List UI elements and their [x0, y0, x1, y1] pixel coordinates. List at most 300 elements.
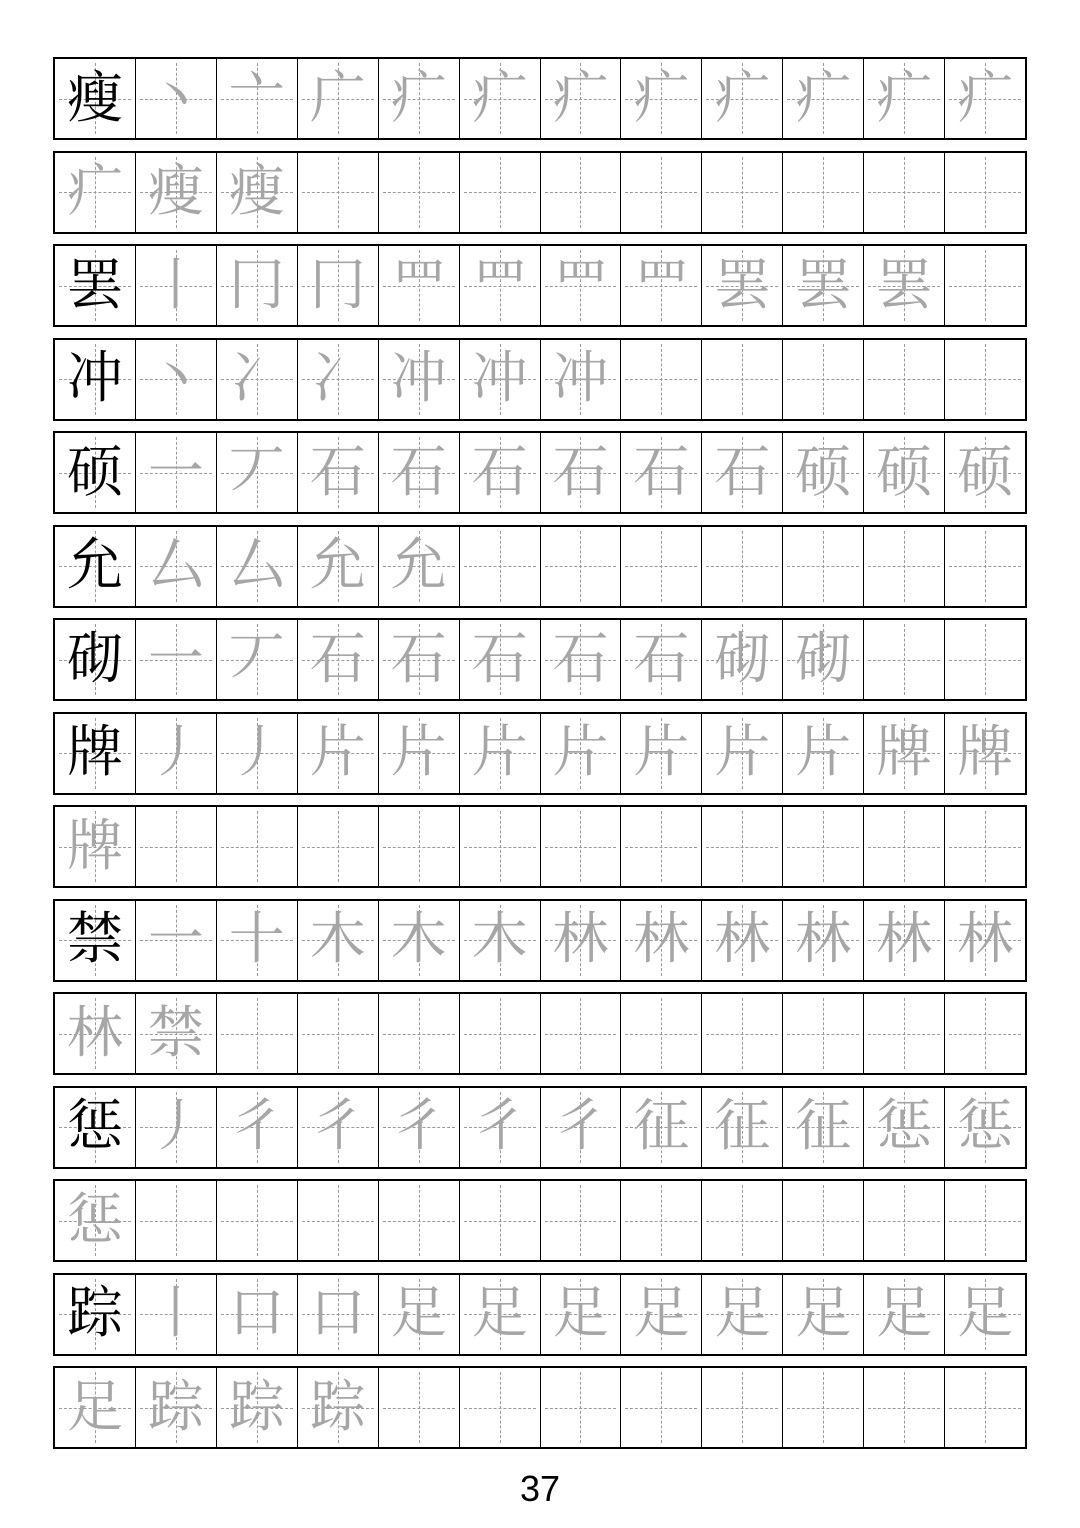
stroke-order-character: 足 — [957, 1281, 1014, 1346]
stroke-order-character: 足 — [552, 1281, 609, 1346]
tracing-cell — [782, 901, 863, 980]
tracing-cell — [540, 340, 621, 419]
stroke-order-character: 厶 — [147, 533, 204, 598]
tracing-cell — [135, 527, 216, 606]
stroke-order-character: 踪 — [309, 1374, 366, 1440]
tracing-cell — [216, 714, 297, 793]
tracing-cell — [782, 1088, 863, 1167]
tracing-cell — [297, 901, 378, 980]
stroke-order-character: 丨 — [147, 1281, 204, 1346]
stroke-order-character: 足 — [795, 1281, 852, 1346]
tracing-cell — [459, 1181, 540, 1260]
stroke-order-character: 疒 — [876, 65, 933, 131]
tracing-cell — [782, 340, 863, 419]
stroke-order-character: 片 — [471, 720, 528, 785]
tracing-cell — [620, 620, 701, 699]
tracing-cell — [135, 433, 216, 512]
tracing-cell — [782, 620, 863, 699]
stroke-order-character: 冂 — [309, 252, 366, 318]
head-character-cell — [55, 433, 135, 512]
stroke-order-character: 彳 — [228, 1094, 285, 1159]
page-number: 37 — [519, 1468, 561, 1509]
stroke-order-character: 厶 — [228, 533, 285, 598]
tracing-cell — [944, 59, 1025, 138]
stroke-order-character: 石 — [390, 626, 447, 692]
practice-row — [53, 431, 1027, 514]
tracing-cell — [378, 433, 459, 512]
tracing-cell — [863, 59, 944, 138]
tracing-cell — [135, 340, 216, 419]
tracing-cell — [297, 807, 378, 886]
stroke-order-character: 彳 — [390, 1094, 447, 1159]
stroke-order-character: 丿 — [147, 1094, 204, 1159]
tracing-cell — [135, 1181, 216, 1260]
tracing-cell — [297, 59, 378, 138]
model-character: 瘦 — [66, 65, 123, 131]
stroke-order-character: 冲 — [552, 346, 609, 411]
stroke-order-character: 疒 — [633, 65, 690, 131]
tracing-cell — [540, 1088, 621, 1167]
tracing-cell — [216, 901, 297, 980]
tracing-cell — [459, 620, 540, 699]
tracing-cell — [378, 714, 459, 793]
tracing-cell — [863, 1181, 944, 1260]
stroke-order-character: 石 — [471, 439, 528, 505]
practice-row — [53, 805, 1027, 888]
tracing-cell — [459, 153, 540, 232]
tracing-cell — [216, 1275, 297, 1354]
tracing-cell — [620, 433, 701, 512]
stroke-order-character: 罢 — [876, 252, 933, 318]
tracing-cell — [701, 246, 782, 325]
tracing-cell — [216, 1181, 297, 1260]
tracing-cell — [216, 1368, 297, 1447]
tracing-cell — [135, 59, 216, 138]
stroke-order-character: 彳 — [309, 1094, 366, 1159]
practice-row — [53, 992, 1027, 1075]
tracing-cell — [944, 1368, 1025, 1447]
tracing-cell — [297, 1275, 378, 1354]
stroke-order-character: 冂 — [228, 252, 285, 318]
practice-row — [53, 1366, 1027, 1449]
stroke-order-character: 疒 — [714, 65, 771, 131]
practice-row — [53, 899, 1027, 982]
stroke-order-character: 罒 — [390, 252, 447, 318]
tracing-cell — [782, 714, 863, 793]
stroke-order-character: 踪 — [147, 1374, 204, 1440]
tracing-cell — [540, 620, 621, 699]
stroke-order-character: 一 — [147, 439, 204, 505]
stroke-order-character: 牌 — [957, 720, 1014, 785]
tracing-cell — [701, 59, 782, 138]
stroke-order-character: 木 — [309, 907, 366, 972]
stroke-order-character: 足 — [633, 1281, 690, 1346]
stroke-order-character: 石 — [633, 439, 690, 505]
tracing-cell — [540, 1368, 621, 1447]
stroke-order-character: 石 — [633, 626, 690, 692]
tracing-cell — [216, 620, 297, 699]
stroke-order-character: 罒 — [633, 252, 690, 318]
tracing-cell — [216, 1088, 297, 1167]
stroke-order-character: 冫 — [309, 346, 366, 411]
tracing-cell — [944, 153, 1025, 232]
head-character-cell — [55, 1181, 135, 1260]
tracing-cell — [701, 433, 782, 512]
tracing-cell — [782, 153, 863, 232]
tracing-cell — [944, 1181, 1025, 1260]
stroke-order-character: 牌 — [876, 720, 933, 785]
tracing-cell — [459, 807, 540, 886]
tracing-cell — [620, 59, 701, 138]
stroke-order-character: 足 — [876, 1281, 933, 1346]
tracing-cell — [135, 807, 216, 886]
practice-row — [53, 712, 1027, 795]
tracing-cell — [540, 901, 621, 980]
stroke-order-character: 亠 — [228, 65, 285, 131]
stroke-order-character: 石 — [714, 439, 771, 505]
tracing-cell — [297, 714, 378, 793]
practice-row — [53, 151, 1027, 234]
head-character-cell — [55, 807, 135, 886]
head-character-cell — [55, 714, 135, 793]
practice-sheet — [53, 57, 1027, 1460]
stroke-order-character: 广 — [309, 65, 366, 131]
stroke-order-character: 允 — [309, 533, 366, 598]
stroke-order-character: 征 — [714, 1094, 771, 1159]
model-character: 牌 — [66, 720, 123, 785]
tracing-cell — [782, 59, 863, 138]
stroke-order-character: 牌 — [66, 813, 123, 879]
tracing-cell — [540, 1275, 621, 1354]
tracing-cell — [944, 807, 1025, 886]
tracing-cell — [378, 901, 459, 980]
tracing-cell — [701, 807, 782, 886]
tracing-cell — [297, 994, 378, 1073]
tracing-cell — [297, 1181, 378, 1260]
stroke-order-character: 片 — [714, 720, 771, 785]
model-character: 冲 — [66, 346, 123, 411]
tracing-cell — [782, 994, 863, 1073]
tracing-cell — [782, 246, 863, 325]
tracing-cell — [782, 1181, 863, 1260]
tracing-cell — [620, 994, 701, 1073]
tracing-cell — [944, 901, 1025, 980]
stroke-order-character: 丆 — [228, 439, 285, 505]
tracing-cell — [459, 714, 540, 793]
tracing-cell — [459, 527, 540, 606]
stroke-order-character: 一 — [147, 626, 204, 692]
stroke-order-character: 惩 — [66, 1187, 123, 1253]
stroke-order-character: 疒 — [795, 65, 852, 131]
stroke-order-character: 足 — [714, 1281, 771, 1346]
tracing-cell — [378, 1368, 459, 1447]
stroke-order-character: 踪 — [228, 1374, 285, 1440]
tracing-cell — [297, 527, 378, 606]
practice-row — [53, 1273, 1027, 1356]
tracing-cell — [378, 1275, 459, 1354]
head-character-cell — [55, 59, 135, 138]
practice-row — [53, 244, 1027, 327]
head-character-cell — [55, 153, 135, 232]
tracing-cell — [620, 901, 701, 980]
tracing-cell — [701, 620, 782, 699]
tracing-cell — [540, 994, 621, 1073]
head-character-cell — [55, 1275, 135, 1354]
tracing-cell — [863, 433, 944, 512]
tracing-cell — [216, 59, 297, 138]
tracing-cell — [297, 620, 378, 699]
tracing-cell — [944, 620, 1025, 699]
stroke-order-character: 硕 — [876, 439, 933, 505]
model-character: 踪 — [66, 1281, 123, 1346]
stroke-order-character: 足 — [66, 1374, 123, 1440]
tracing-cell — [135, 153, 216, 232]
stroke-order-character: 丨 — [147, 252, 204, 318]
stroke-order-character: 冲 — [390, 346, 447, 411]
stroke-order-character: 片 — [633, 720, 690, 785]
tracing-cell — [378, 620, 459, 699]
stroke-order-character: 彳 — [552, 1094, 609, 1159]
tracing-cell — [459, 340, 540, 419]
stroke-order-character: 石 — [309, 626, 366, 692]
stroke-order-character: 疒 — [471, 65, 528, 131]
stroke-order-character: 砌 — [714, 626, 771, 692]
tracing-cell — [701, 153, 782, 232]
stroke-order-character: 片 — [795, 720, 852, 785]
stroke-order-character: 疒 — [390, 65, 447, 131]
tracing-cell — [863, 901, 944, 980]
tracing-cell — [135, 246, 216, 325]
practice-row — [53, 338, 1027, 421]
stroke-order-character: 疒 — [552, 65, 609, 131]
stroke-order-character: 罒 — [552, 252, 609, 318]
tracing-cell — [863, 153, 944, 232]
tracing-cell — [701, 527, 782, 606]
tracing-cell — [540, 153, 621, 232]
tracing-cell — [297, 246, 378, 325]
tracing-cell — [216, 340, 297, 419]
tracing-cell — [863, 1088, 944, 1167]
tracing-cell — [620, 1275, 701, 1354]
tracing-cell — [620, 1368, 701, 1447]
practice-row — [53, 525, 1027, 608]
tracing-cell — [782, 527, 863, 606]
stroke-order-character: 丿 — [228, 720, 285, 785]
tracing-cell — [701, 901, 782, 980]
tracing-cell — [459, 901, 540, 980]
stroke-order-character: 石 — [471, 626, 528, 692]
tracing-cell — [620, 246, 701, 325]
tracing-cell — [135, 1368, 216, 1447]
stroke-order-character: 罢 — [714, 252, 771, 318]
tracing-cell — [863, 620, 944, 699]
tracing-cell — [701, 1181, 782, 1260]
tracing-cell — [863, 807, 944, 886]
stroke-order-character: 征 — [633, 1094, 690, 1159]
tracing-cell — [459, 1088, 540, 1167]
head-character-cell — [55, 527, 135, 606]
stroke-order-character: 丆 — [228, 626, 285, 692]
tracing-cell — [863, 340, 944, 419]
stroke-order-character: 石 — [552, 626, 609, 692]
tracing-cell — [701, 1275, 782, 1354]
stroke-order-character: 疒 — [66, 159, 123, 224]
tracing-cell — [540, 246, 621, 325]
stroke-order-character: 丿 — [147, 720, 204, 785]
head-character-cell — [55, 620, 135, 699]
tracing-cell — [944, 1088, 1025, 1167]
practice-row — [53, 1179, 1027, 1262]
tracing-cell — [944, 527, 1025, 606]
stroke-order-character: 丶 — [147, 65, 204, 131]
tracing-cell — [540, 1181, 621, 1260]
head-character-cell — [55, 1088, 135, 1167]
tracing-cell — [378, 246, 459, 325]
stroke-order-character: 片 — [309, 720, 366, 785]
model-character: 禁 — [66, 907, 123, 972]
stroke-order-character: 硕 — [957, 439, 1014, 505]
stroke-order-character: 十 — [228, 907, 285, 972]
stroke-order-character: 口 — [309, 1281, 366, 1346]
tracing-cell — [701, 340, 782, 419]
tracing-cell — [378, 807, 459, 886]
tracing-cell — [459, 59, 540, 138]
stroke-order-character: 惩 — [957, 1094, 1014, 1159]
head-character-cell — [55, 246, 135, 325]
tracing-cell — [297, 340, 378, 419]
stroke-order-character: 惩 — [876, 1094, 933, 1159]
model-character: 惩 — [66, 1094, 123, 1159]
tracing-cell — [782, 1275, 863, 1354]
tracing-cell — [135, 1275, 216, 1354]
stroke-order-character: 林 — [552, 907, 609, 972]
tracing-cell — [216, 994, 297, 1073]
stroke-order-character: 林 — [957, 907, 1014, 972]
tracing-cell — [297, 1368, 378, 1447]
head-character-cell — [55, 1368, 135, 1447]
tracing-cell — [135, 620, 216, 699]
tracing-cell — [620, 714, 701, 793]
tracing-cell — [135, 994, 216, 1073]
tracing-cell — [620, 340, 701, 419]
tracing-cell — [378, 153, 459, 232]
stroke-order-character: 冫 — [228, 346, 285, 411]
stroke-order-character: 允 — [390, 533, 447, 598]
stroke-order-character: 瘦 — [147, 159, 204, 224]
tracing-cell — [944, 433, 1025, 512]
stroke-order-character: 木 — [390, 907, 447, 972]
stroke-order-character: 口 — [228, 1281, 285, 1346]
tracing-cell — [863, 714, 944, 793]
tracing-cell — [863, 1368, 944, 1447]
practice-row — [53, 1086, 1027, 1169]
tracing-cell — [216, 153, 297, 232]
stroke-order-character: 足 — [471, 1281, 528, 1346]
stroke-order-character: 罒 — [471, 252, 528, 318]
tracing-cell — [944, 246, 1025, 325]
tracing-cell — [378, 994, 459, 1073]
tracing-cell — [944, 714, 1025, 793]
tracing-cell — [944, 340, 1025, 419]
tracing-cell — [297, 433, 378, 512]
tracing-cell — [378, 527, 459, 606]
stroke-order-character: 片 — [390, 720, 447, 785]
tracing-cell — [216, 433, 297, 512]
stroke-order-character: 木 — [471, 907, 528, 972]
tracing-cell — [863, 527, 944, 606]
tracing-cell — [863, 1275, 944, 1354]
stroke-order-character: 林 — [633, 907, 690, 972]
stroke-order-character: 征 — [795, 1094, 852, 1159]
tracing-cell — [459, 433, 540, 512]
tracing-cell — [620, 1181, 701, 1260]
tracing-cell — [216, 527, 297, 606]
tracing-cell — [216, 246, 297, 325]
tracing-cell — [378, 340, 459, 419]
stroke-order-character: 禁 — [147, 1000, 204, 1066]
tracing-cell — [540, 59, 621, 138]
tracing-cell — [459, 246, 540, 325]
tracing-cell — [378, 1181, 459, 1260]
tracing-cell — [701, 714, 782, 793]
tracing-cell — [540, 527, 621, 606]
tracing-cell — [378, 1088, 459, 1167]
stroke-order-character: 林 — [714, 907, 771, 972]
stroke-order-character: 片 — [552, 720, 609, 785]
model-character: 砌 — [66, 626, 123, 692]
stroke-order-character: 硕 — [795, 439, 852, 505]
tracing-cell — [540, 433, 621, 512]
tracing-cell — [782, 807, 863, 886]
head-character-cell — [55, 994, 135, 1073]
tracing-cell — [297, 153, 378, 232]
model-character: 罢 — [66, 252, 123, 318]
practice-row — [53, 57, 1027, 140]
tracing-cell — [782, 433, 863, 512]
head-character-cell — [55, 340, 135, 419]
tracing-cell — [135, 714, 216, 793]
tracing-cell — [944, 1275, 1025, 1354]
stroke-order-character: 石 — [552, 439, 609, 505]
tracing-cell — [863, 246, 944, 325]
practice-row — [53, 618, 1027, 701]
tracing-cell — [944, 994, 1025, 1073]
stroke-order-character: 石 — [390, 439, 447, 505]
tracing-cell — [216, 807, 297, 886]
stroke-order-character: 林 — [795, 907, 852, 972]
stroke-order-character: 丶 — [147, 346, 204, 411]
tracing-cell — [540, 714, 621, 793]
stroke-order-character: 疒 — [957, 65, 1014, 131]
tracing-cell — [378, 59, 459, 138]
tracing-cell — [540, 807, 621, 886]
model-character: 允 — [66, 533, 123, 598]
model-character: 硕 — [66, 439, 123, 505]
stroke-order-character: 林 — [66, 1000, 123, 1066]
tracing-cell — [620, 527, 701, 606]
tracing-cell — [459, 994, 540, 1073]
tracing-cell — [620, 807, 701, 886]
stroke-order-character: 砌 — [795, 626, 852, 692]
stroke-order-character: 彳 — [471, 1094, 528, 1159]
stroke-order-character: 石 — [309, 439, 366, 505]
head-character-cell — [55, 901, 135, 980]
tracing-cell — [297, 1088, 378, 1167]
tracing-cell — [701, 1368, 782, 1447]
tracing-cell — [135, 901, 216, 980]
tracing-cell — [863, 994, 944, 1073]
stroke-order-character: 足 — [390, 1281, 447, 1346]
